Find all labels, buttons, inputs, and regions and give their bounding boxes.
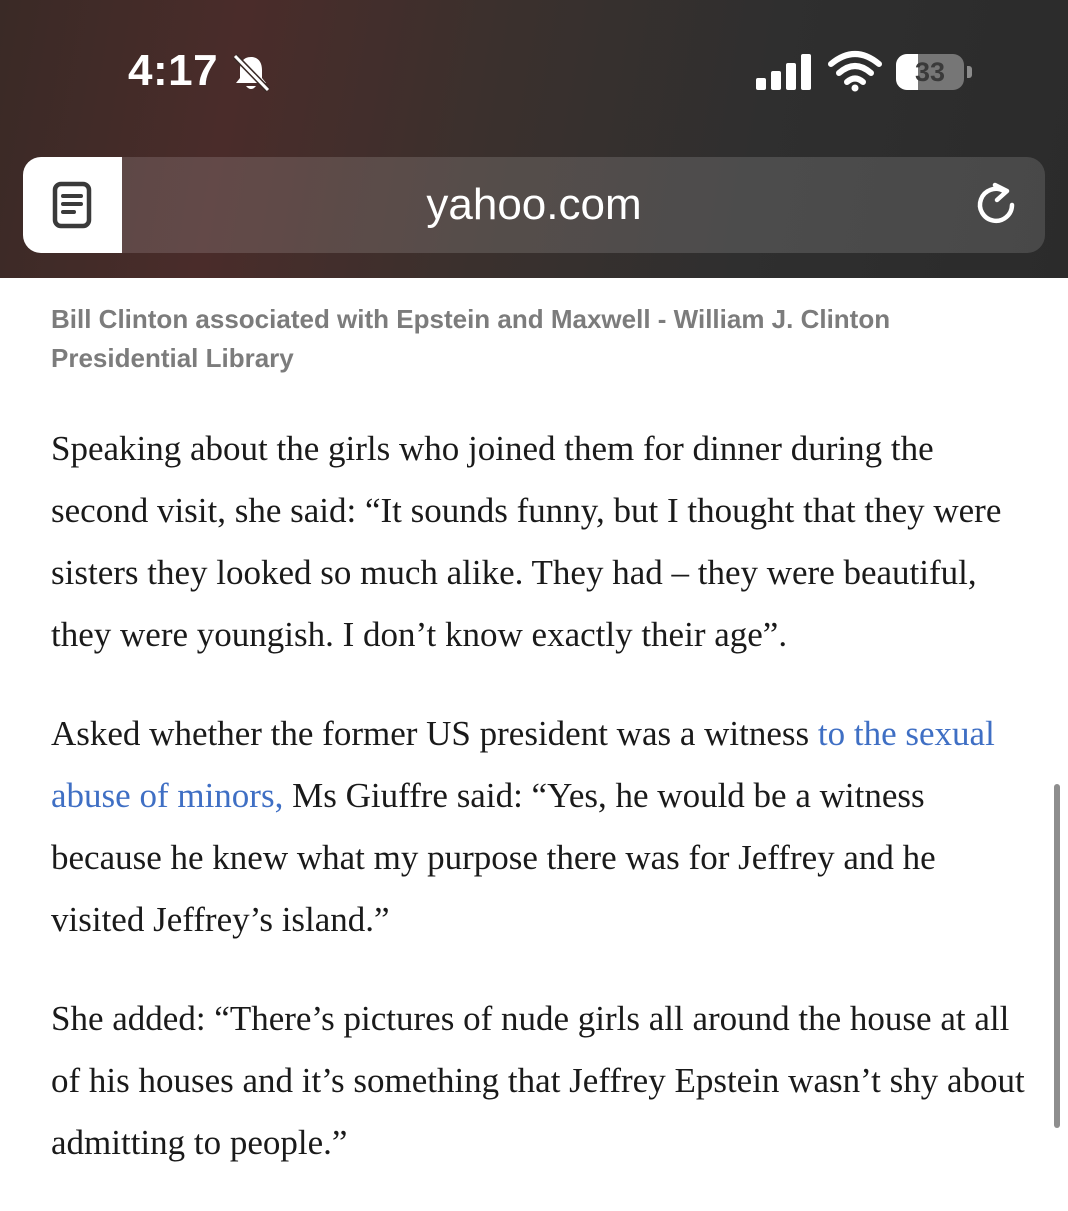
article-paragraph: Speaking about the girls who joined them for dinner during the second visit, she said: “It sounds funny, but I thought that they were sisters they looked so much alike. They had – they were beautiful, they were youngish. I don’t know exactly their age”. [51,429,1002,654]
battery-level: 33 [914,57,946,87]
battery-indicator [896,54,964,90]
battery-nub [967,66,972,78]
image-caption: Bill Clinton associated with Epstein and Maxwell - William J. Clinton Presidential Library [51,304,891,373]
browser-chrome [0,0,1068,278]
status-time: 4:17 [128,46,219,95]
bell-slash-icon [230,52,272,94]
article-body [51,418,1026,1211]
url-text[interactable]: yahoo.com [426,180,642,229]
reader-mode-icon [52,181,92,229]
article-paragraph: She added: “There’s pictures of nude girls all around the house at all of his houses and it’s something that Jeffrey Epstein wasn’t shy about admitting to people.” [51,999,1025,1162]
paragraph-text: Ms Giuffre said: “Yes, he would be a witness because he knew what my purpose there was for Jeffrey and he visited Jeffrey’s island.” [51,776,936,939]
paragraph-text: Asked whether the former US president was a witness [51,714,818,753]
cellular-signal-icon [756,54,814,90]
reader-mode-button[interactable] [23,157,122,253]
wifi-icon [828,50,882,92]
article-paragraph [51,703,1026,951]
scrollbar[interactable] [1054,784,1060,1128]
reload-icon[interactable] [973,182,1019,228]
article-link[interactable]: to the sexual abuse of minors, [51,714,995,815]
address-bar[interactable] [23,157,1045,253]
